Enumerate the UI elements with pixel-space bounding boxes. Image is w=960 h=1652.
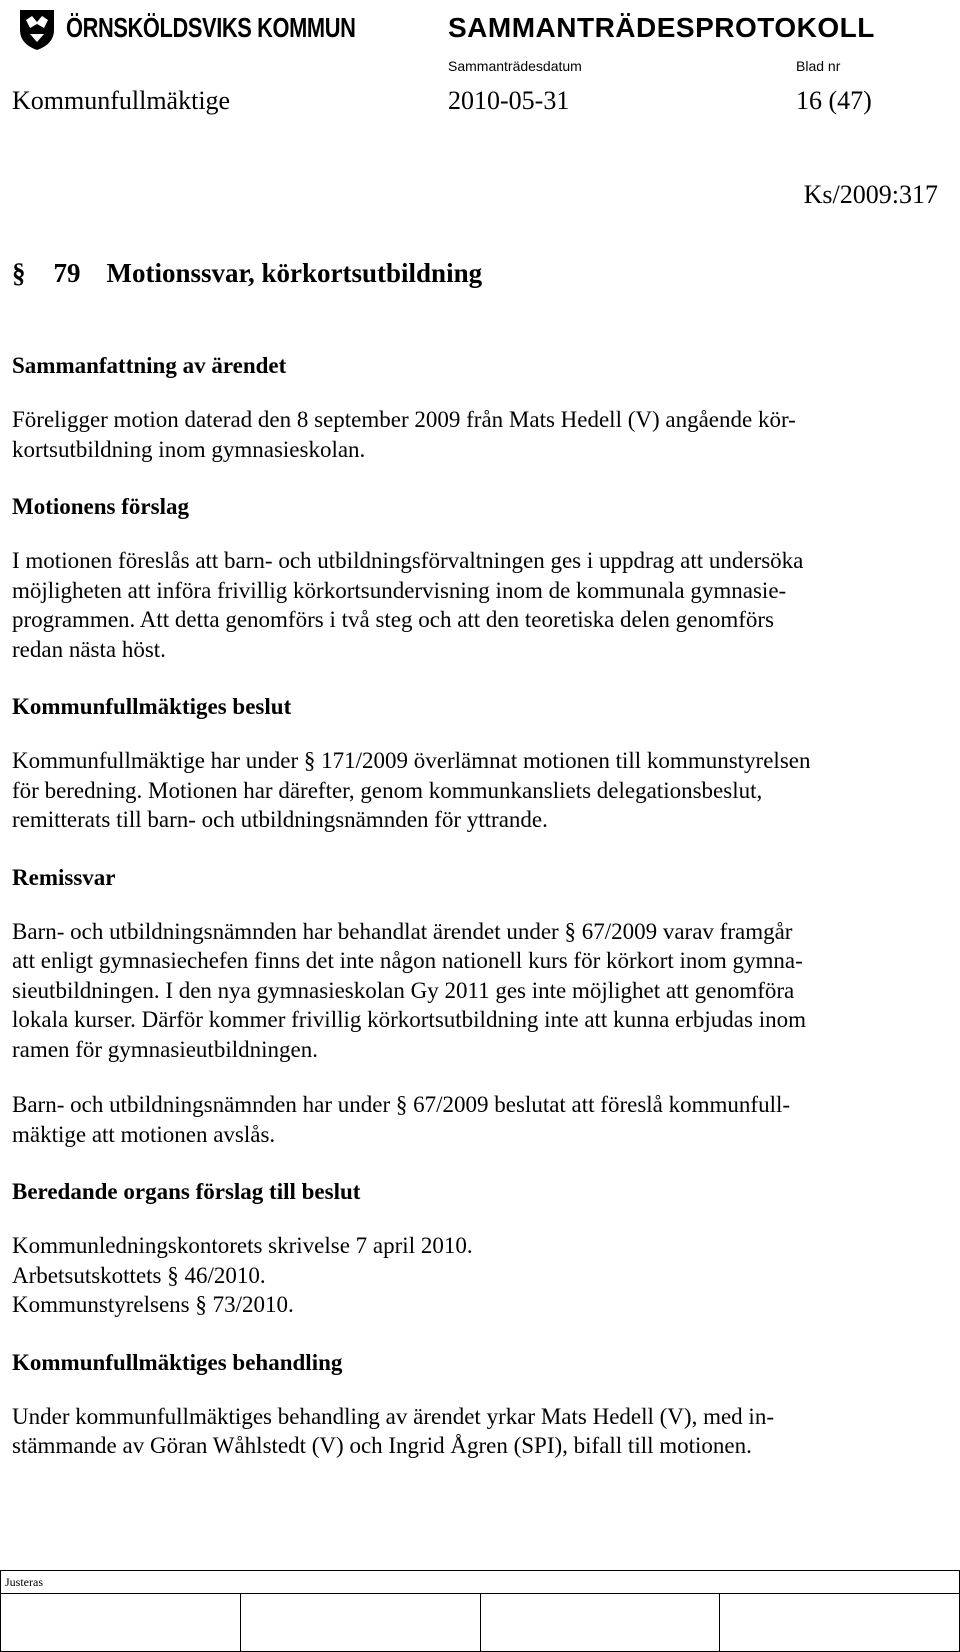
page-number: 16 (47) <box>796 86 872 115</box>
justeras-label: Justeras <box>5 1575 43 1589</box>
case-number: Ks/2009:317 <box>803 180 938 209</box>
section-paragraph: Föreligger motion daterad den 8 september 2009 från Mats Hedell (V) angående kör- kortsutbildning inom gymnasieskolan. <box>12 407 796 462</box>
paragraph-sign: § <box>12 258 26 288</box>
signature-cell <box>1 1594 241 1652</box>
section-heading: Remissvar <box>12 864 116 890</box>
section-preparatory-proposal <box>12 1177 942 1320</box>
section-heading: Beredande organs förslag till beslut <box>12 1179 361 1204</box>
section-referral-response <box>12 863 942 1150</box>
meeting-date: 2010-05-31 <box>448 86 570 115</box>
signature-cell <box>720 1594 960 1652</box>
paragraph-title <box>12 258 942 289</box>
section-paragraph: Under kommunfullmäktiges behandling av ärendet yrkar Mats Hedell (V), med in- stämmande av Göran Wåhlstedt (V) och Ingrid Ågren (SPI), bifall till motionen. <box>12 1403 774 1458</box>
section-heading: Motionens förslag <box>12 494 189 519</box>
section-council-handling <box>12 1348 942 1461</box>
section-council-decision <box>12 692 942 835</box>
section-heading: Kommunfullmäktiges behandling <box>12 1349 343 1375</box>
signature-cell <box>240 1594 480 1652</box>
section-paragraph: Barn- och utbildningsnämnden har behandlat ärendet under § 67/2009 varav framgår att enligt gymnasiechefen finns det inte någon nationell kurs för körkort inom gymna- sieutbildningen. I den nya gymnasieskolan Gy 2011 ges inte möjlighet att genomföra lokala kurser. Därför kommer frivillig körkortsutbildning inte att kunna erbjudas inom ramen för gymnasieutbildningen. <box>12 918 806 1062</box>
section-summary <box>12 351 942 464</box>
paragraph-title-text: Motionssvar, körkortsutbildning <box>106 258 483 288</box>
justeras-table <box>0 1570 960 1652</box>
paragraph-number: 79 <box>53 258 81 288</box>
assembly-name: Kommunfullmäktige <box>12 86 231 115</box>
section-heading: Sammanfattning av ärendet <box>12 353 287 378</box>
municipal-crest-icon <box>14 6 60 52</box>
section-paragraph: Kommunledningskontorets skrivelse 7 april 2010. Arbetsutskottets § 46/2010. Kommunstyrelsens § 73/2010. <box>12 1233 473 1317</box>
date-label: Sammanträdesdatum <box>448 58 582 74</box>
document-type: SAMMANTRÄDESPROTOKOLL <box>448 12 875 43</box>
signature-cell <box>480 1594 720 1652</box>
section-paragraph: I motionen föreslås att barn- och utbildningsförvaltningen ges i uppdrag att undersöka möjligheten att införa frivillig körkortsundervisning inom de kommunala gymnasie- programmen. Att detta genomförs i två steg och att den teoretiska delen genomförs redan nästa höst. <box>12 548 804 662</box>
page-label: Blad nr <box>796 58 841 74</box>
section-paragraph: Barn- och utbildningsnämnden har under § 67/2009 beslutat att föreslå kommunfull- mäktige att motionen avslås. <box>12 1092 791 1147</box>
justeras-label-cell <box>1 1571 960 1594</box>
section-heading: Kommunfullmäktiges beslut <box>12 694 292 719</box>
section-paragraph: Kommunfullmäktige har under § 171/2009 överlämnat motionen till kommunstyrelsen för beredning. Motionen har därefter, genom kommunkansliets delegationsbeslut, remitterats till barn- och utbildningsnämnden för yttrande. <box>12 748 811 832</box>
section-motion-proposal <box>12 492 942 664</box>
protocol-content <box>12 258 942 1489</box>
organization-name: ÖRNSKÖLDSVIKS KOMMUN <box>66 12 356 43</box>
